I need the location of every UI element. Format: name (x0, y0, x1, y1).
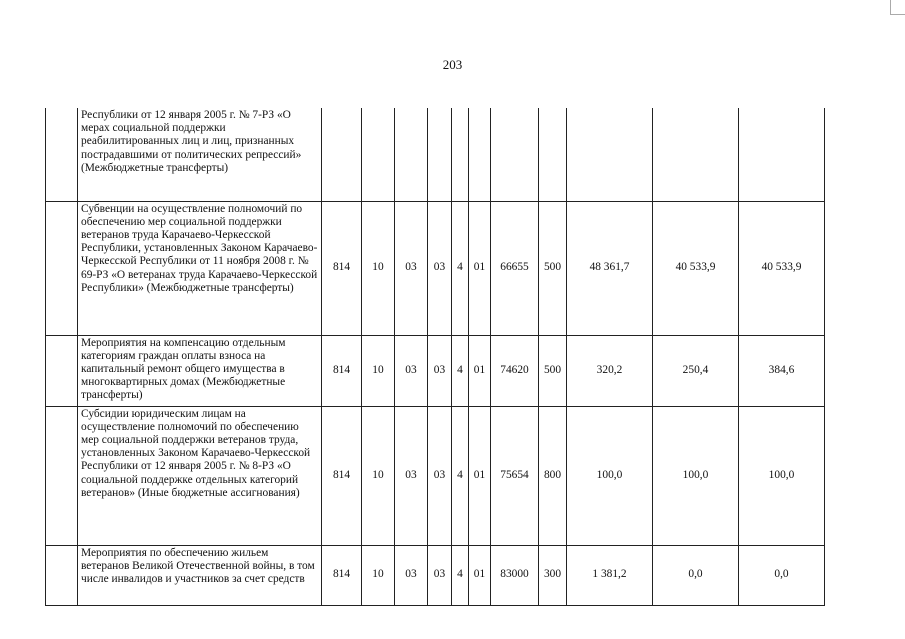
grbs-code-cell: 814 (322, 335, 362, 406)
subsection-code-cell: 03 (395, 406, 428, 545)
amount-year-1-cell (567, 108, 653, 201)
table-row (46, 545, 825, 605)
row-number-cell (46, 335, 78, 406)
subsection-code-cell: 03 (395, 545, 428, 605)
table-row (46, 406, 825, 545)
main-event-code-cell: 01 (469, 201, 491, 335)
direction-code-cell (491, 108, 539, 201)
amount-year-2-cell: 250,4 (653, 335, 739, 406)
amount-year-2-cell (653, 108, 739, 201)
section-code-cell: 10 (362, 545, 395, 605)
program-code-cell: 03 (428, 335, 452, 406)
amount-year-3-cell: 0,0 (739, 545, 825, 605)
expense-name-cell: Республики от 12 января 2005 г. № 7-РЗ «О мерах социальной поддержки реабилитированных лиц и лиц, признанных пострадавшими от политических репрессий» (Межбюджетные трансферты) (78, 108, 322, 201)
section-code-cell: 10 (362, 406, 395, 545)
grbs-code-cell: 814 (322, 201, 362, 335)
main-event-code-cell: 01 (469, 406, 491, 545)
expense-type-code-cell: 500 (539, 201, 567, 335)
subprogram-code-cell: 4 (452, 201, 469, 335)
program-code-cell: 03 (428, 406, 452, 545)
expense-type-code-cell: 800 (539, 406, 567, 545)
grbs-code-cell: 814 (322, 545, 362, 605)
amount-year-2-cell: 40 533,9 (653, 201, 739, 335)
section-code-cell: 10 (362, 335, 395, 406)
row-number-cell (46, 545, 78, 605)
section-code-cell: 10 (362, 201, 395, 335)
row-number-cell (46, 201, 78, 335)
amount-year-2-cell: 100,0 (653, 406, 739, 545)
direction-code-cell: 83000 (491, 545, 539, 605)
direction-code-cell: 66655 (491, 201, 539, 335)
section-code-cell (362, 108, 395, 201)
subprogram-code-cell: 4 (452, 335, 469, 406)
table-row (46, 201, 825, 335)
subsection-code-cell: 03 (395, 335, 428, 406)
expense-name-cell: Субвенции на осуществление полномочий по обеспечению мер социальной поддержки ветеранов труда Карачаево-Черкесской Республики, установленных Законом Карачаево-Черкесской Республики от 11 ноября 2008 г. № 69-РЗ «О ветеранах труда Карачаево-Черкесской Республики» (Межбюджетные трансферты) (78, 201, 322, 335)
expense-type-code-cell: 500 (539, 335, 567, 406)
budget-table (45, 108, 825, 606)
scan-corner-mark (890, 0, 905, 15)
direction-code-cell: 74620 (491, 335, 539, 406)
expense-name-cell: Мероприятия по обеспечению жильем ветеранов Великой Отечественной войны, в том числе инвалидов и участников за счет средств (78, 545, 322, 605)
grbs-code-cell: 814 (322, 406, 362, 545)
amount-year-3-cell: 384,6 (739, 335, 825, 406)
page-number: 203 (442, 57, 463, 72)
subprogram-code-cell (452, 108, 469, 201)
amount-year-3-cell (739, 108, 825, 201)
program-code-cell: 03 (428, 545, 452, 605)
amount-year-2-cell: 0,0 (653, 545, 739, 605)
subsection-code-cell (395, 108, 428, 201)
expense-name-cell: Мероприятия на компенсацию отдельным категориям граждан оплаты взноса на капитальный ремонт общего имущества в многоквартирных домах (Межбюджетные трансферты) (78, 335, 322, 406)
subprogram-code-cell: 4 (452, 545, 469, 605)
amount-year-1-cell: 1 381,2 (567, 545, 653, 605)
main-event-code-cell: 01 (469, 335, 491, 406)
amount-year-1-cell: 320,2 (567, 335, 653, 406)
amount-year-3-cell: 100,0 (739, 406, 825, 545)
row-number-cell (46, 108, 78, 201)
grbs-code-cell (322, 108, 362, 201)
expense-type-code-cell: 300 (539, 545, 567, 605)
program-code-cell: 03 (428, 201, 452, 335)
subsection-code-cell: 03 (395, 201, 428, 335)
main-event-code-cell (469, 108, 491, 201)
program-code-cell (428, 108, 452, 201)
row-number-cell (46, 406, 78, 545)
subprogram-code-cell: 4 (452, 406, 469, 545)
direction-code-cell: 75654 (491, 406, 539, 545)
expense-name-cell: Субсидии юридическим лицам на осуществление полномочий по обеспечению мер социальной поддержки ветеранов труда, установленных Законом Карачаево-Черкесской Республики от 12 января 2005 г. № 8-РЗ «О социальной поддержке отдельных категорий ветеранов» (Иные бюджетные ассигнования) (78, 406, 322, 545)
amount-year-1-cell: 100,0 (567, 406, 653, 545)
table-row (46, 108, 825, 201)
table-row (46, 335, 825, 406)
amount-year-1-cell: 48 361,7 (567, 201, 653, 335)
main-event-code-cell: 01 (469, 545, 491, 605)
amount-year-3-cell: 40 533,9 (739, 201, 825, 335)
expense-type-code-cell (539, 108, 567, 201)
